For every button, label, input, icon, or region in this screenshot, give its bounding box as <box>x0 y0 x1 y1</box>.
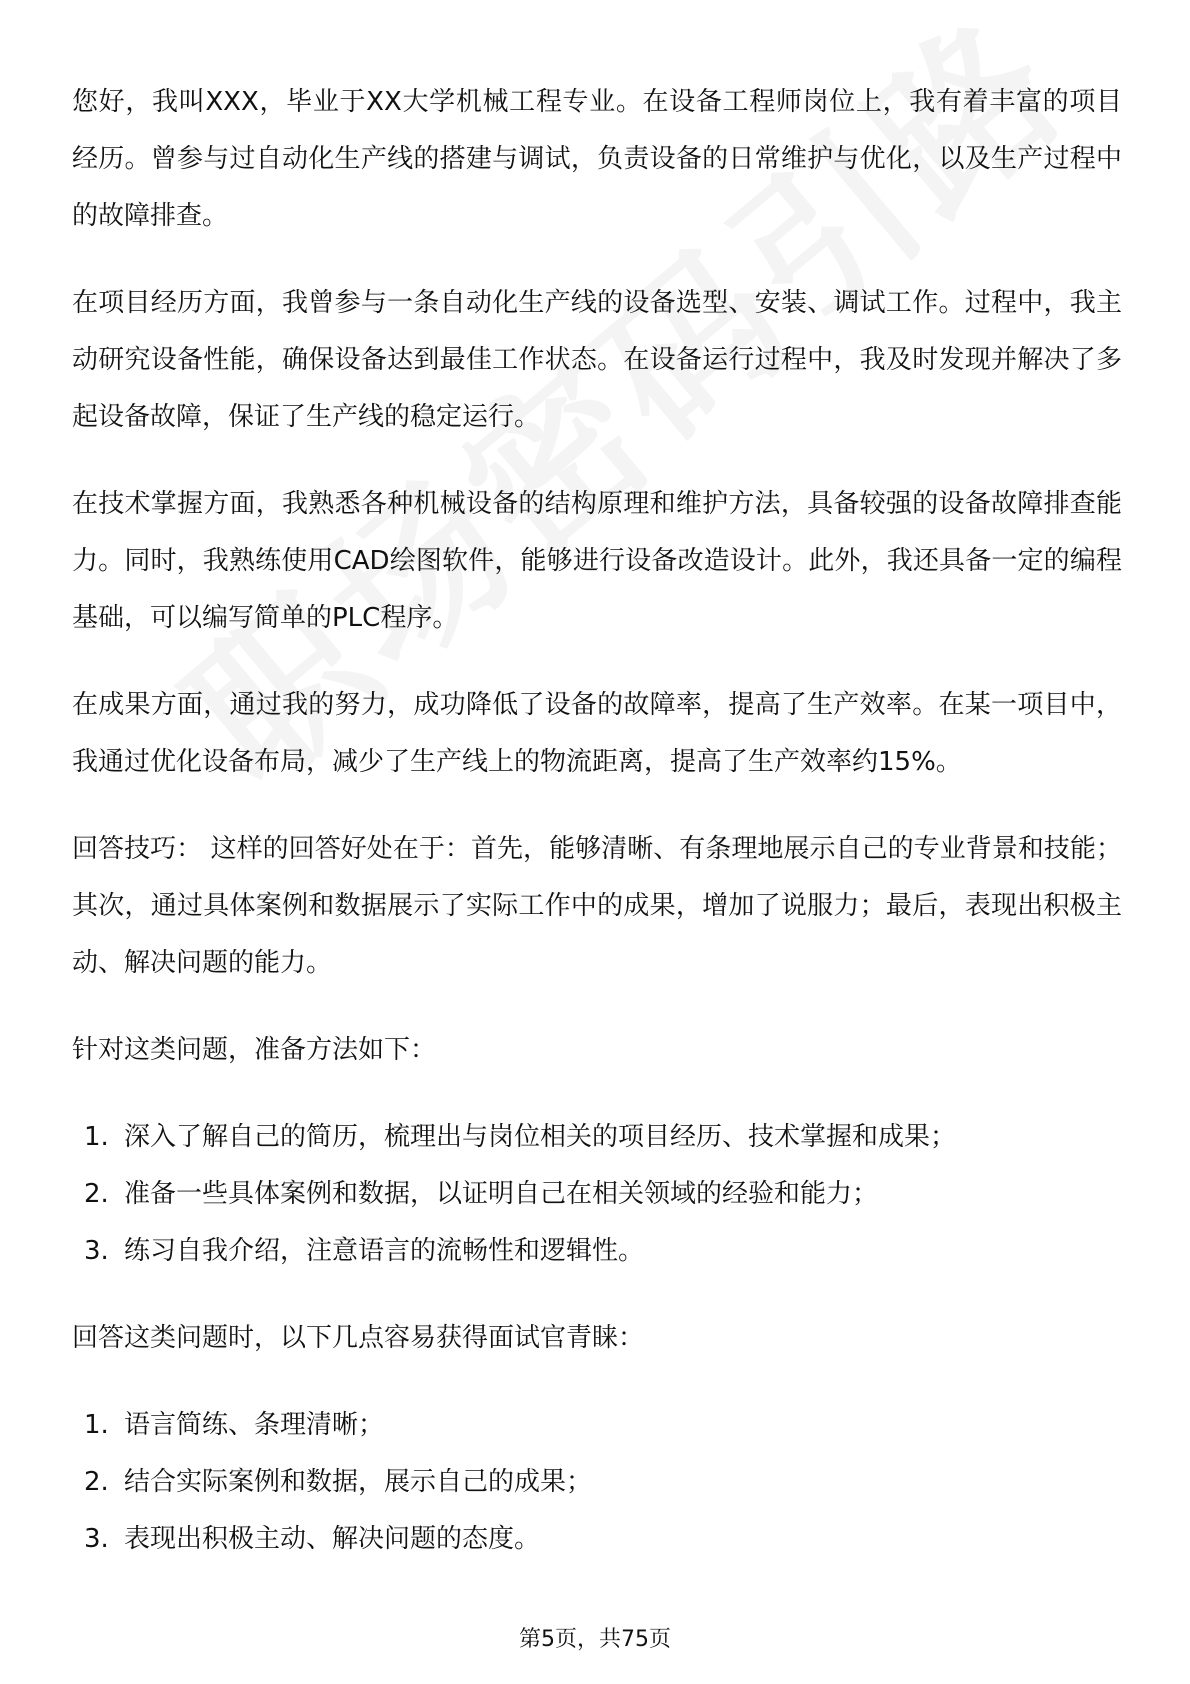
prep-heading: 针对这类问题，准备方法如下： <box>72 1035 437 1065</box>
list-number: 2. <box>84 1179 109 1209</box>
list-item <box>72 1397 1122 1454</box>
list-item <box>72 1454 1122 1511</box>
list-item <box>72 1166 1122 1223</box>
page-content <box>72 74 1122 1598</box>
paragraph-intro: 您好，我叫XXX，毕业于XX大学机械工程专业。在设备工程师岗位上，我有着丰富的项目经历。曾参与过自动化生产线的搭建与调试，负责设备的日常维护与优化，以及生产过程中的故障排查。 <box>72 87 1122 231</box>
list-number: 1. <box>84 1122 109 1152</box>
list-text: 准备一些具体案例和数据，以证明自己在相关领域的经验和能力； <box>124 1179 879 1209</box>
paragraph-achievements: 在成果方面，通过我的努力，成功降低了设备的故障率，提高了生产效率。在某一项目中，我通过优化设备布局，减少了生产线上的物流距离，提高了生产效率约15%。 <box>72 690 1122 777</box>
list-item <box>72 1511 1122 1568</box>
list-text: 练习自我介绍，注意语言的流畅性和逻辑性。 <box>124 1236 645 1266</box>
list-text: 深入了解自己的简历，梳理出与岗位相关的项目经历、技术掌握和成果； <box>124 1122 957 1152</box>
list-text: 结合实际案例和数据，展示自己的成果； <box>124 1467 593 1497</box>
page-footer: 第5页，共75页 <box>519 1627 671 1652</box>
list-item <box>72 1223 1122 1280</box>
list-number: 3. <box>84 1236 109 1266</box>
list-number: 3. <box>84 1524 109 1554</box>
tips-list <box>72 1397 1122 1568</box>
paragraph-answer-tips: 回答技巧： 这样的回答好处在于：首先，能够清晰、有条理地展示自己的专业背景和技能；其次，通过具体案例和数据展示了实际工作中的成果，增加了说服力；最后，表现出积极主动、解决问题的能力。 <box>72 834 1122 978</box>
list-text: 表现出积极主动、解决问题的态度。 <box>124 1524 541 1554</box>
list-number: 1. <box>84 1410 109 1440</box>
list-number: 2. <box>84 1467 109 1497</box>
tips-heading: 回答这类问题时，以下几点容易获得面试官青睐： <box>72 1323 645 1353</box>
paragraph-technical-skills: 在技术掌握方面，我熟悉各种机械设备的结构原理和维护方法，具备较强的设备故障排查能力。同时，我熟练使用CAD绘图软件，能够进行设备改造设计。此外，我还具备一定的编程基础，可以编写简单的PLC程序。 <box>72 489 1122 633</box>
paragraph-project-experience: 在项目经历方面，我曾参与一条自动化生产线的设备选型、安装、调试工作。过程中，我主动研究设备性能，确保设备达到最佳工作状态。在设备运行过程中，我及时发现并解决了多起设备故障，保证了生产线的稳定运行。 <box>72 288 1122 432</box>
list-text: 语言简练、条理清晰； <box>124 1410 385 1440</box>
list-item <box>72 1109 1122 1166</box>
prep-list <box>72 1109 1122 1280</box>
